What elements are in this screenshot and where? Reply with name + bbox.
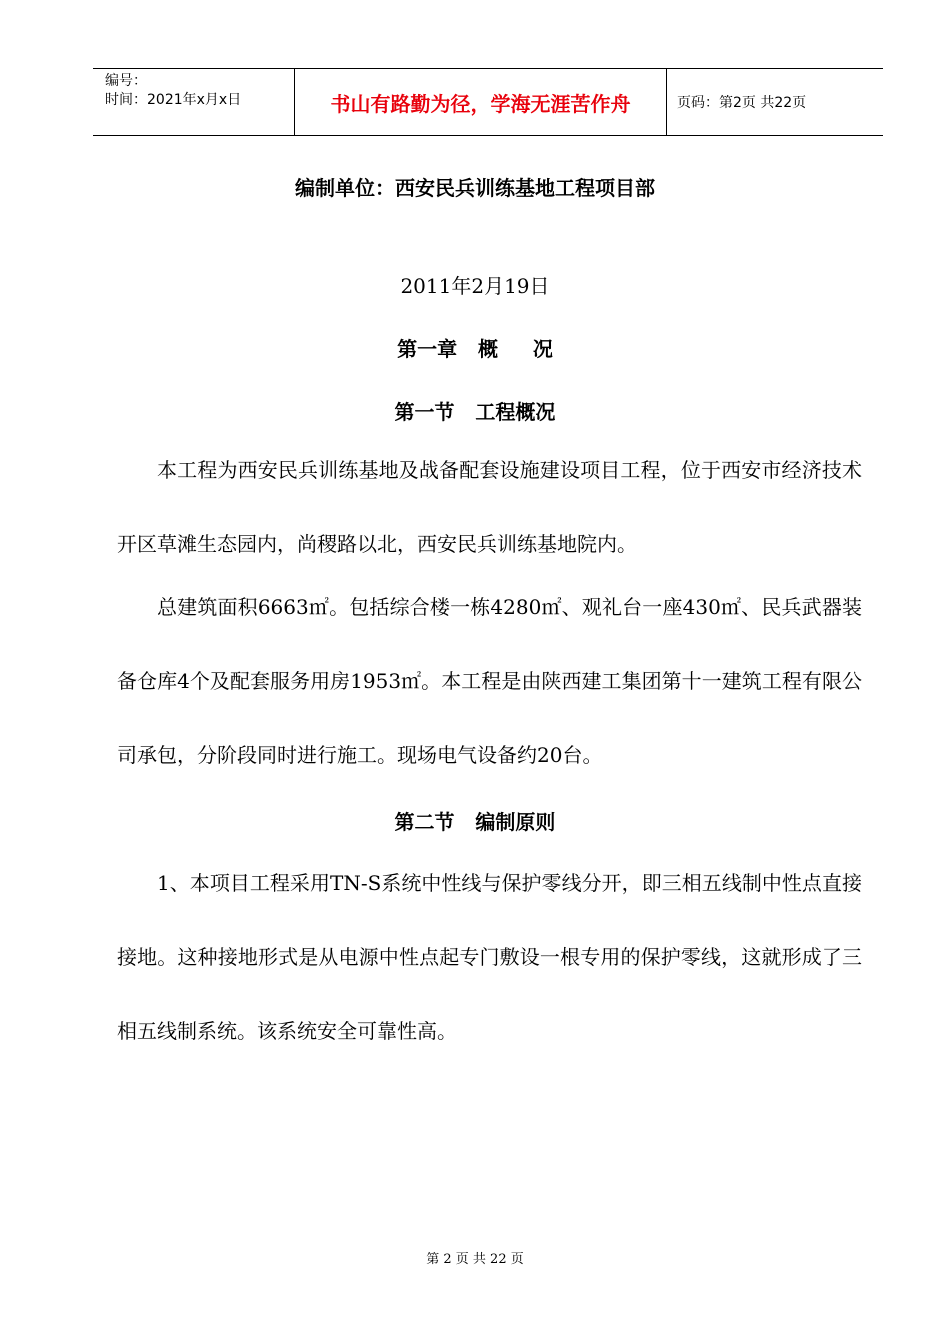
compiling-unit: 编制单位：西安民兵训练基地工程项目部 [295,176,655,200]
section-title-overview: 第一节 工程概况 [394,400,556,424]
time-label: 时间：2021年x月x日 [105,92,242,108]
serial-number-label: 编号： [105,73,147,89]
page-footer: 第 2 页 共 22 页 [426,1252,524,1267]
page-header [93,68,883,136]
paragraph-principle-1: 1、本项目工程采用TN-S系统中性线与保护零线分开，即三相五线制中性点直接接地。这种接地形式是从电源中性点起专门敷设一根专用的保护零线，这就形成了三相五线制系统。该系统安全可靠性高。 [117,871,862,1043]
paragraph-overview-location: 本工程为西安民兵训练基地及战备配套设施建设项目工程，位于西安市经济技术开区草滩生态园内，尚稷路以北，西安民兵训练基地院内。 [117,458,862,556]
chapter-title: 第一章 概 况 [397,337,553,361]
header-left-cell [93,69,294,135]
header-motto: 书山有路勤为径，学海无涯苦作舟 [294,69,667,135]
section-title-principles: 第二节 编制原则 [394,810,556,834]
header-page-number: 页码：第2页 共22页 [677,95,807,111]
paragraph-overview-area: 总建筑面积6663㎡。包括综合楼一栋4280㎡、观礼台一座430㎡、民兵武器装备仓库4个及配套服务用房1953㎡。本工程是由陕西建工集团第十一建筑工程有限公司承包，分阶段同时进行施工。现场电气设备约20台。 [117,595,862,767]
document-date: 2011年2月19日 [400,274,550,298]
